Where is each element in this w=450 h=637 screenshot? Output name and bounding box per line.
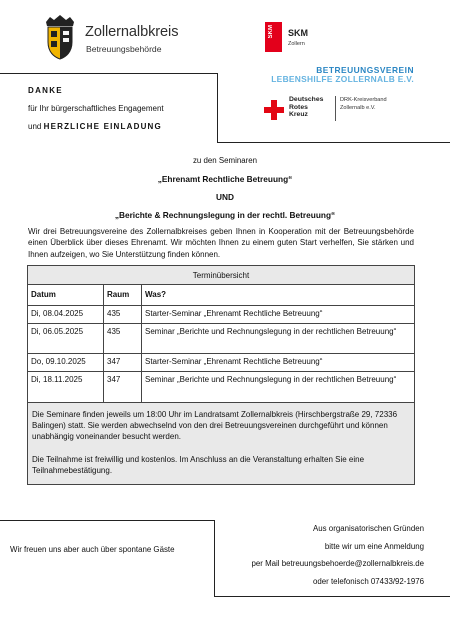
- note-location: Die Seminare finden jeweils um 18:00 Uhr im Landratsamt Zollernalbkreis (Hirschbergstraße 29, 72336 Balingen) statt. Sie werden abwechselnd von den drei Betreuungsvereinen durchgeführt und können unabhängig voneinander besucht werden.: [32, 410, 398, 442]
- anmeldung-line: Aus organisatorischen Gründen: [313, 524, 424, 533]
- frame-line-top: [0, 73, 218, 74]
- seminar-lead: zu den Seminaren: [192, 156, 258, 165]
- einladung-text: [28, 122, 162, 131]
- cell-datum: Di, 06.05.2025: [28, 324, 104, 353]
- zollernalbkreis-name: Zollernalbkreis: [85, 24, 179, 40]
- footer-line-bottom: [214, 596, 450, 597]
- drk-kreisverband-line: DRK-Kreisverband: [340, 97, 387, 103]
- seminar-und: UND: [216, 192, 234, 202]
- cell-was: Starter-Seminar „Ehrenamt Rechtliche Betreuung“: [145, 309, 323, 318]
- skm-red-box: [265, 22, 282, 52]
- anmeldung-email-line[interactable]: per Mail betreuungsbehoerde@zollernalbkreis.de: [251, 559, 424, 568]
- seminar-title-2: „Berichte & Rechnungslegung in der rechtl. Betreuung“: [114, 210, 336, 220]
- cell-raum: 435: [104, 324, 142, 353]
- table-caption: Terminübersicht: [28, 266, 414, 285]
- red-cross-icon: [264, 100, 284, 120]
- drk-name-line: Rotes: [289, 103, 308, 111]
- schedule-table: [27, 265, 415, 485]
- drk-logo: [264, 96, 424, 124]
- note-participation: Die Teilnahme ist freiwillig und kostenlos. Im Anschluss an die Veranstaltung erhalten Sie eine Teilnahmebestätigung.: [32, 454, 365, 475]
- skm-box-text: SKM: [268, 25, 274, 39]
- seminar-description: Wir drei Betreuungsvereine des Zollernalbkreises geben Ihnen in Kooperation mit der Betreuungsbehörde einen Überblick über dieses Ehrenamt. Wir möchten Ihnen zu einem guten Start verhelfen, Sie stärken und Ihnen aufzeigen, wo Sie Unterstützung finden können.: [28, 227, 414, 259]
- cell-datum: Di, 18.11.2025: [28, 372, 104, 402]
- frame-line-vertical: [217, 73, 218, 143]
- drk-kreisverband: [340, 97, 387, 112]
- header-was: Was?: [145, 290, 167, 299]
- table-header-row: [28, 285, 414, 306]
- skm-logo: [265, 22, 345, 54]
- table-row: [28, 324, 414, 354]
- footer-line-vertical: [214, 520, 215, 597]
- drk-name: [289, 96, 323, 119]
- einladung-heading: HERZLICHE EINLADUNG: [43, 122, 162, 131]
- cell-datum: Do, 09.10.2025: [28, 354, 104, 371]
- table-note: [28, 403, 414, 484]
- engagement-text: für Ihr bürgerschaftliches Engagement: [28, 104, 164, 113]
- skm-title: SKM: [288, 28, 308, 38]
- cell-raum: 435: [104, 306, 142, 323]
- table-row: [28, 372, 414, 403]
- spontan-text: Wir freuen uns aber auch über spontane Gäste: [10, 545, 175, 554]
- anmeldung-phone-line[interactable]: oder telefonisch 07433/92-1976: [313, 576, 424, 586]
- skm-subtitle: Zollern: [288, 41, 305, 47]
- footer-line-top: [0, 520, 215, 521]
- betreuungsverein-line2: LEBENSHILFE ZOLLERNALB E.V.: [271, 74, 414, 84]
- anmeldung-block: [252, 520, 425, 590]
- cell-raum: 347: [104, 354, 142, 371]
- frame-line-bottom: [217, 142, 450, 143]
- danke-heading: DANKE: [28, 86, 63, 95]
- drk-kreisverband-line: Zollernalb e.V.: [340, 104, 376, 111]
- cell-was: Starter-Seminar „Ehrenamt Rechtliche Betreuung“: [145, 357, 323, 366]
- betreuungsverein-logo: [264, 66, 414, 84]
- zollernalbkreis-logo: [40, 14, 190, 60]
- cell-datum: Di, 08.04.2025: [28, 306, 104, 323]
- cell-raum: 347: [104, 372, 142, 402]
- table-row: [28, 354, 414, 372]
- header-datum: Datum: [28, 285, 104, 305]
- cell-was: Seminar „Berichte und Rechnungslegung in der rechtlichen Betreuung“: [145, 327, 397, 336]
- coat-of-arms-icon: [40, 14, 80, 60]
- table-row: [28, 306, 414, 324]
- drk-divider: [335, 96, 336, 121]
- anmeldung-line: bitte wir um eine Anmeldung: [324, 541, 424, 551]
- header-raum: Raum: [104, 285, 142, 305]
- betreuungsverein-line1: BETREUUNGSVEREIN: [316, 65, 414, 75]
- und-word: und: [28, 122, 42, 131]
- drk-name-line: Deutsches: [289, 96, 324, 103]
- cell-was: Seminar „Berichte und Rechnungslegung in der rechtlichen Betreuung“: [145, 375, 397, 384]
- seminar-title-1: „Ehrenamt Rechtliche Betreuung“: [157, 174, 293, 184]
- drk-name-line: Kreuz: [289, 111, 308, 119]
- zollernalbkreis-subtitle: Betreuungsbehörde: [86, 44, 162, 54]
